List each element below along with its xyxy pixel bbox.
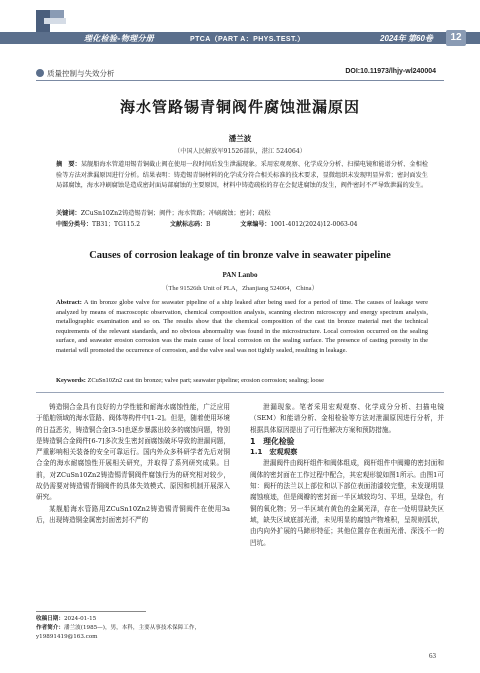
author-bio-label: 作者简介： — [36, 625, 64, 631]
subsection-heading: 1.1 宏观观察 — [250, 448, 298, 457]
doi: DOI:10.11973/lhjy-wl240004 — [345, 68, 436, 75]
en-abstract-label: Abstract: — [56, 299, 82, 306]
author-bio — [36, 624, 230, 642]
clc-value: TB31；TG115.2 — [92, 221, 141, 228]
en-abstract — [56, 298, 428, 356]
cn-abstract-text: 某舰船海水管道用锡青铜截止阀在使用一段时间后发生泄漏现象。采用宏观观察、化学成分分析、扫描电镜和能谱分析、金相检验等方法对泄漏原因进行分析。结果表明：铸造锡青铜材料的化学成分符合相关标准的技术要求，显微组织未发现明显异常；密封面发生局部腐蚀，海水冲刷腐蚀是造成密封面局部腐蚀的主要原因，材料中铸造疏松的存在会促进腐蚀的发生，阀件密封不严导致泄漏的发生。 — [56, 161, 429, 189]
issue-number-badge: 12 — [446, 30, 466, 46]
footnote-divider — [36, 611, 146, 612]
cn-keywords-text: ZCuSn10Zn2铸造锡青铜；阀件；海水管路；冲刷腐蚀；密封；疏松 — [80, 210, 271, 217]
doc-code-label: 文献标志码： — [169, 221, 206, 228]
section-heading: 1 理化检验 — [250, 436, 295, 446]
en-keywords-label: Keywords: — [56, 377, 86, 384]
cn-abstract-label: 摘 要： — [56, 161, 81, 168]
body-paragraph: 泄漏现象。笔者采用宏观观察、化学成分分析、扫描电镜（SEM）和能谱分析、金相检验等方法对泄漏原因进行分析，并根据具体原因提出了可行性解决方案和预防措施。 — [250, 403, 444, 434]
journal-brand: 理化检验-物理分册 — [84, 34, 155, 43]
doc-code-value: B — [205, 221, 211, 228]
journal-header — [0, 0, 480, 62]
section-bullet-icon — [36, 69, 44, 77]
abstract-divider — [36, 392, 444, 393]
en-affiliation: （The 91526th Unit of PLA，Zhanjiang 524064，China） — [161, 285, 319, 292]
cn-author: 潘兰波 — [228, 134, 252, 143]
article-number — [240, 221, 371, 228]
issue-info: 2024年 第60卷 — [380, 34, 433, 43]
author-bio-text: 潘兰波(1985—)，男，本科，主要从事技术保障工作，y19891419@163.com — [36, 625, 201, 640]
cn-classification — [56, 220, 428, 230]
header-divider — [36, 80, 444, 81]
en-title: Causes of corrosion leakage of tin bronze valve in seawater pipeline — [89, 250, 391, 261]
en-author: PAN Lanbo — [222, 271, 258, 279]
body-paragraph: 铸造铜合金具有良好的力学性能和耐海水腐蚀性能，广泛应用于船舶领域的海水管路、阀体等构件中[1-2]。但是，随着使用环境的日益恶劣，铸造铜合金[3-5]也逐步暴露出较多的腐蚀问题，特别是铸造铜合金阀件[6-7]多次发生密封面腐蚀破坏导致的泄漏问题，严重影响相关装备的安全可靠运行。国内外众多科研学者先后对铜合金的海水耐腐蚀性开展相关研究，并取得了系列研究成果。目前，对ZCuSn10Zn2铸造锡青铜阀件腐蚀行为的研究相对较少，故仍需要对铸造锡青铜阀件的具体失效模式、原因和机制开展深入研究。 — [36, 403, 230, 502]
page-number: 63 — [429, 652, 436, 660]
body-paragraph: 某舰船海水管路用ZCuSn10Zn2铸造锡青铜阀件在使用3a后，出现铸造铜金属密封面密封不严的 — [36, 504, 230, 524]
en-abstract-text: A tin bronze globe valve for seawater pipeline of a ship leaked after being used for a period of time. The causes of leakage were analyzed by means of macroscopic observation, chemical composition analysis, scanning electron microscopy and energy spectrum analysis, metallographic examination and so on. The results show that the chemical composition of the cast tin bronze material met the technical requirements of the relevant standards, and no obvious abnormality was found in the microstructure. Local corrosion occurred on the sealing surface, and seawater erosion corrosion was the main cause of local corrosion on the sealing surface. The presence of casting porosity in the material will promoted the occurrence of corrosion, and the valve seal was not tightly sealed, resulting in leakage. — [56, 299, 428, 354]
clc-label: 中图分类号： — [56, 221, 93, 228]
cn-title: 海水管路锡青铜阀件腐蚀泄漏原因 — [119, 98, 360, 116]
body-column-right — [250, 402, 444, 549]
doc-code — [170, 221, 224, 228]
cn-abstract — [56, 160, 428, 192]
body-paragraph: 泄漏阀件由阀杆组件和阀体组成，阀杆组件中阀瓣的密封面和阀体的密封面在工作过程中配合，其宏观形貌如图1所示。由图1可知：阀杆的法兰以上部位和以下部位表面油漆较完整，未发现明显腐蚀痕迹，但是阀瓣的密封面一半区域较均匀、平坦，呈绿色，有铜的氧化物；另一半区域有黄色的金属光泽，存在一处明显缺失区域，缺失区域底部光滑，未见明显的腐蚀产物堆积，呈规则弧状，由内向外扩展的马蹄形特征；其他位置存在表面光滑、深浅不一的凹坑。 — [250, 459, 444, 547]
article-number-label: 文章编号： — [240, 221, 271, 228]
received-label: 收稿日期： — [36, 616, 64, 622]
cn-keywords-label: 关键词： — [56, 210, 81, 217]
body-column-left — [36, 402, 230, 526]
en-keywords — [56, 376, 428, 386]
en-keywords-text: ZCuSn10Zn2 cast tin bronze; valve part; seawater pipeline; erosion corrosion; sealing; loose — [87, 377, 325, 384]
journal-name: PTCA（PART A：PHYS.TEST.） — [190, 36, 305, 43]
article-number-value: 1001-4012(2024)12-0063-04 — [270, 221, 358, 228]
section-tag — [36, 68, 115, 79]
section-label: 质量控制与失效分析 — [47, 69, 115, 78]
received-date — [36, 615, 230, 624]
footnote — [36, 615, 230, 642]
cn-keywords — [56, 209, 428, 219]
clc-code — [56, 221, 154, 228]
cn-affiliation: （中国人民解放军91526部队，湛江 524064） — [174, 148, 306, 155]
received-value: 2024-01-15 — [63, 616, 97, 622]
